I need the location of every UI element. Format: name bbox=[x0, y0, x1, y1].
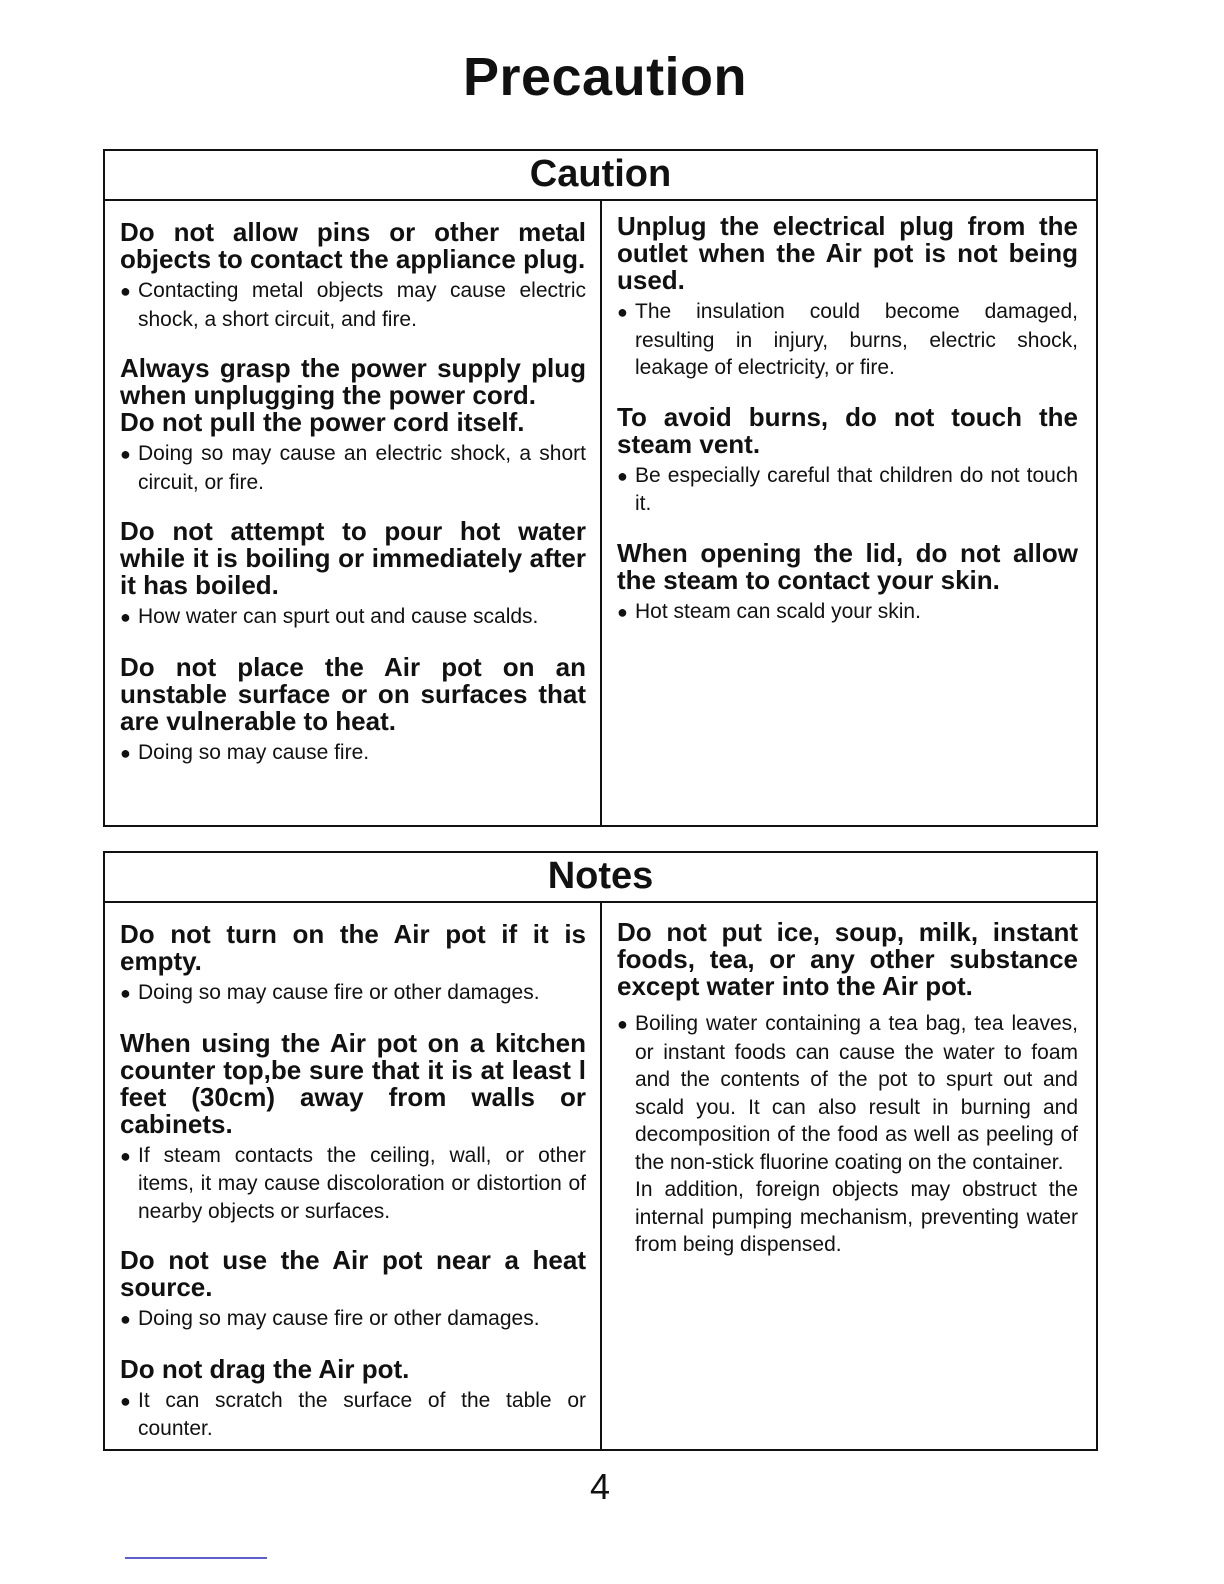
notes-item bbox=[120, 1353, 586, 1443]
caution-right-column bbox=[602, 201, 1096, 825]
notes-heading: Do not use the Air pot near a heat source. bbox=[120, 1245, 586, 1302]
notes-item bbox=[120, 1027, 586, 1226]
caution-heading: Always grasp the power supply plug when unplugging the power cord. Do not pull the power cord itself. bbox=[120, 353, 586, 437]
bullet-icon: ● bbox=[617, 302, 628, 322]
caution-item bbox=[617, 537, 1078, 627]
notes-heading: Do not drag the Air pot. bbox=[120, 1353, 410, 1384]
caution-panel bbox=[103, 149, 1098, 827]
bullet-icon: ● bbox=[120, 1390, 131, 1411]
bullet-icon: ● bbox=[120, 742, 131, 763]
caution-heading: Do not attempt to pour hot water while it is boiling or immediately after it has boiled. bbox=[120, 516, 586, 600]
bullet-icon: ● bbox=[120, 983, 131, 1003]
notes-heading: Do not turn on the Air pot if it is empty. bbox=[120, 919, 586, 976]
bullet-icon: ● bbox=[120, 607, 131, 627]
bullet-icon: ● bbox=[617, 465, 628, 486]
notes-desc-continued: In addition, foreign objects may obstruct the internal pumping mechanism, preventing water from being dispensed. bbox=[635, 1178, 1078, 1256]
notes-desc: ● Doing so may cause fire or other damages. bbox=[120, 1305, 586, 1334]
caution-heading: Unplug the electrical plug from the outlet when the Air pot is not being used. bbox=[617, 211, 1078, 295]
page-title: Precaution bbox=[462, 47, 748, 107]
caution-desc: ● How water can spurt out and cause scalds. bbox=[120, 603, 586, 632]
notes-item bbox=[120, 1247, 586, 1334]
caution-item bbox=[120, 219, 586, 333]
footer-rule bbox=[125, 1557, 267, 1559]
notes-right-column bbox=[602, 903, 1096, 1449]
notes-heading: Do not put ice, soup, milk, instant foods, tea, or any other substance except water into the Air pot. bbox=[617, 917, 1078, 1001]
caution-desc: ● The insulation could become damaged, resulting in injury, burns, electric shock, leakage of electricity, or fire. bbox=[617, 300, 1078, 379]
caution-desc: ● Hot steam can scald your skin. bbox=[617, 598, 1078, 627]
notes-panel bbox=[103, 851, 1098, 1451]
bullet-icon: ● bbox=[617, 601, 628, 622]
caution-desc: ● Be especially careful that children do not touch it. bbox=[617, 463, 1078, 515]
notes-heading: When using the Air pot on a kitchen counter top,be sure that it is at least l feet (30cm) away from walls or cabinets. bbox=[120, 1027, 586, 1139]
caution-heading: Do not place the Air pot on an unstable surface or on surfaces that are vulnerable to heat. bbox=[120, 651, 586, 736]
notes-header: Notes bbox=[105, 853, 1096, 903]
caution-desc: ● Doing so may cause fire. bbox=[120, 739, 586, 768]
caution-desc: ● Contacting metal objects may cause electric shock, a short circuit, and fire. bbox=[120, 279, 586, 331]
notes-item bbox=[120, 921, 586, 1008]
notes-left-column bbox=[105, 903, 602, 1449]
bullet-icon: ● bbox=[120, 281, 131, 301]
notes-desc: ● Boiling water containing a tea bag, tea leaves, or instant foods can cause the water to foam and the contents of the pot to spurt out and scald you. It can also result in burning and decomposition of the food as well as peeling of the non-stick fluorine coating on the container. bbox=[617, 1012, 1078, 1174]
page-number: 4 bbox=[589, 1466, 611, 1507]
caution-item bbox=[120, 355, 586, 496]
caution-item bbox=[120, 651, 586, 768]
bullet-icon: ● bbox=[120, 1145, 131, 1166]
caution-header: Caution bbox=[105, 151, 1096, 201]
caution-item bbox=[617, 401, 1078, 518]
caution-heading: Do not allow pins or other metal objects to contact the appliance plug. bbox=[120, 217, 586, 274]
notes-item bbox=[617, 919, 1078, 1259]
notes-desc: ● If steam contacts the ceiling, wall, or other items, it may cause discoloration or distortion of nearby objects or surfaces. bbox=[120, 1143, 586, 1223]
caution-item bbox=[617, 213, 1078, 382]
caution-item bbox=[120, 518, 586, 632]
notes-desc: ● It can scratch the surface of the table or counter. bbox=[120, 1388, 586, 1440]
caution-desc: ● Doing so may cause an electric shock, a short circuit, or fire. bbox=[120, 442, 586, 494]
bullet-icon: ● bbox=[617, 1014, 628, 1034]
notes-desc: ● Doing so may cause fire or other damages. bbox=[120, 979, 586, 1008]
bullet-icon: ● bbox=[120, 444, 131, 464]
caution-heading: To avoid burns, do not touch the steam vent. bbox=[617, 401, 1078, 459]
bullet-icon: ● bbox=[120, 1309, 131, 1329]
caution-left-column bbox=[105, 201, 602, 825]
caution-heading: When opening the lid, do not allow the steam to contact your skin. bbox=[617, 537, 1078, 595]
